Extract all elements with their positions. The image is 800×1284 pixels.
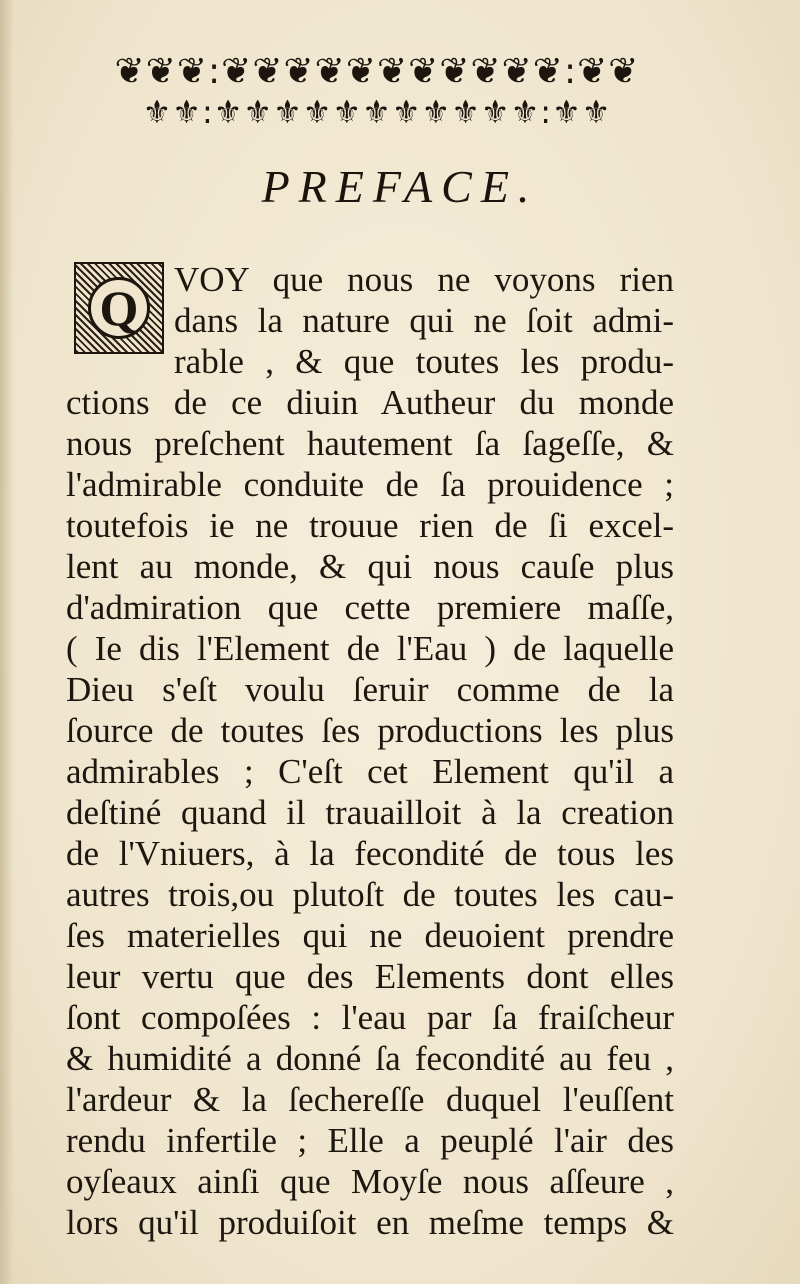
text-line: & humidité a donné ſa fecondité au feu ,: [66, 1039, 674, 1078]
text-line: ſont compoſées : l'eau par ſa fraiſcheur: [66, 998, 674, 1037]
text-line: de l'Vniuers, à la fecondité de tous les: [66, 834, 674, 873]
text-line: dans la nature qui ne ſoit admi-: [174, 301, 674, 340]
text-line: ſource de toutes ſes productions les plus: [66, 711, 674, 750]
text-line: autres trois,ou plutoſt de toutes les cau-: [66, 875, 674, 914]
text-line: deſtiné quand il trauailloit à la creation: [66, 793, 674, 832]
text-line: admirables ; C'eſt cet Element qu'il a: [66, 752, 674, 791]
text-line: d'admiration que cette premiere maſſe,: [66, 588, 674, 627]
text-line: l'admirable conduite de ſa prouidence ;: [66, 465, 674, 504]
text-line: lent au monde, & qui nous cauſe plus: [66, 547, 674, 586]
ornament-band-top: ❦❦❦:❦❦❦❦❦❦❦❦❦❦❦:❦❦: [114, 52, 640, 92]
text-line: nous preſchent hautement ſa ſageſſe, &: [66, 424, 674, 463]
text-line: VOY que nous ne voyons rien: [174, 260, 674, 299]
initial-letter: Q: [88, 277, 150, 339]
text-line: ſes materielles qui ne deuoient prendre: [66, 916, 674, 955]
ornament-band-bottom: ⚜⚜:⚜⚜⚜⚜⚜⚜⚜⚜⚜⚜⚜:⚜⚜: [142, 94, 612, 130]
text-line: ( Ie dis l'Element de l'Eau ) de laquelle: [66, 629, 674, 668]
text-line: rable , & que toutes les produ-: [174, 342, 674, 381]
text-line: l'ardeur & la ſechereſſe duquel l'euſſent: [66, 1080, 674, 1119]
text-line: lors qu'il produiſoit en meſme temps &: [66, 1203, 674, 1242]
text-line: leur vertu que des Elements dont elles: [66, 957, 674, 996]
decorated-initial: [74, 262, 164, 354]
text-line: Dieu s'eſt voulu ſeruir comme de la: [66, 670, 674, 709]
text-line: ctions de ce diuin Autheur du monde: [66, 383, 674, 422]
text-line: oyſeaux ainſi que Moyſe nous aſſeure ,: [66, 1162, 674, 1201]
page-title: PREFACE.: [261, 161, 539, 212]
text-line: rendu infertile ; Elle a peuplé l'air des: [66, 1121, 674, 1160]
text-line: toutefois ie ne trouue rien de ſi excel-: [66, 506, 674, 545]
